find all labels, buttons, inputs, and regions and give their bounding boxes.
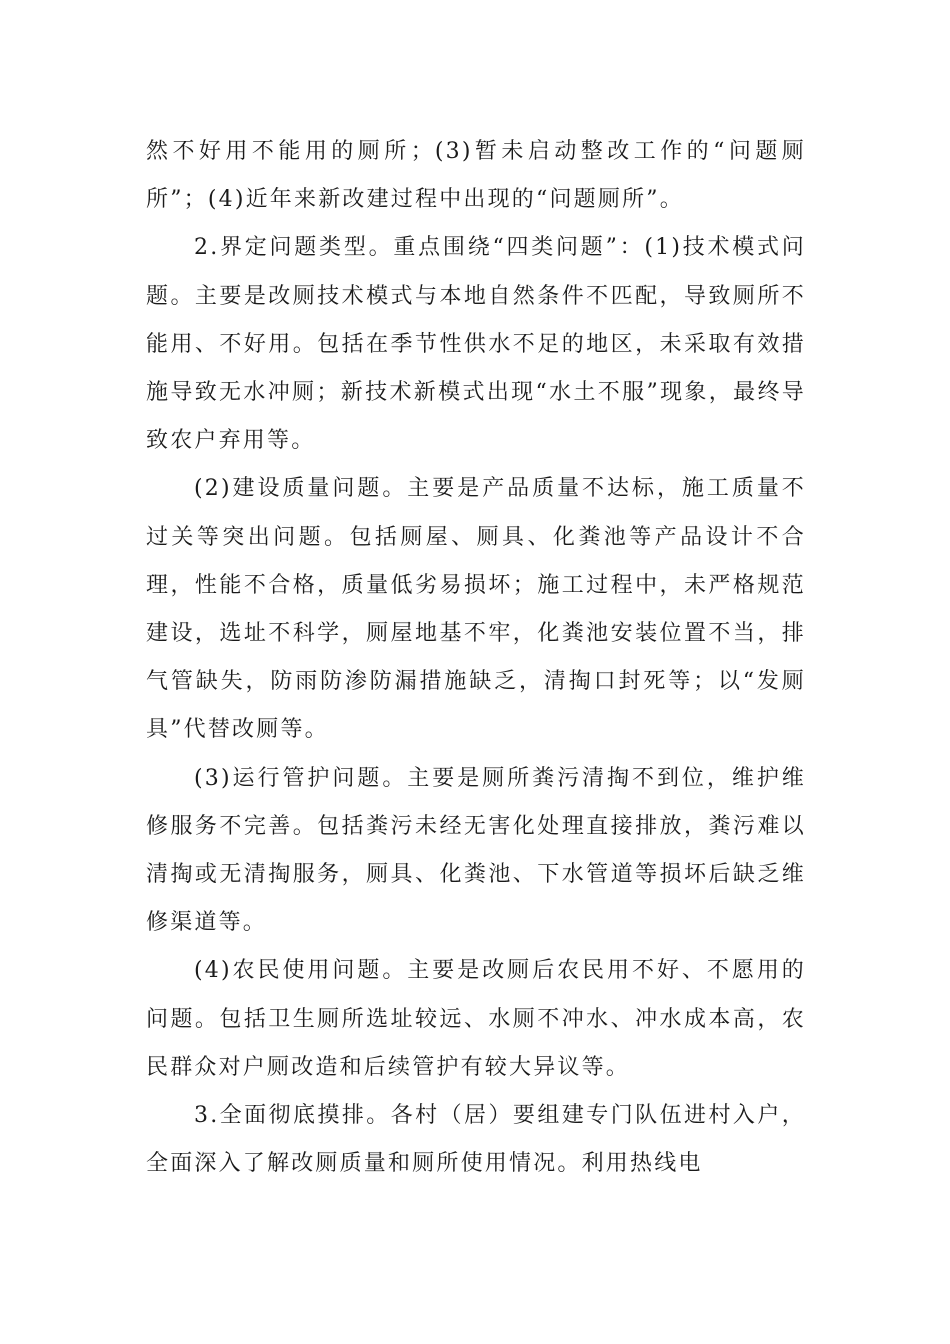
paragraph-thorough-survey: 3.全面彻底摸排。各村（居）要组建专门队伍进村入户，全面深入了解改厕质量和厕所使用情况。利用热线电 bbox=[146, 1103, 806, 1177]
paragraph-farmer-usage: (4)农民使用问题。主要是改厕后农民用不好、不愿用的问题。包括卫生厕所选址较远、水厕不冲水、冲水成本高，农民群众对户厕改造和后续管护有较大异议等。 bbox=[146, 958, 806, 1080]
paragraph-construction-quality: (2)建设质量问题。主要是产品质量不达标，施工质量不过关等突出问题。包括厕屋、厕具、化粪池等产品设计不合理，性能不合格，质量低劣易损坏；施工过程中，未严格规范建设，选址不科学，厕屋地基不牢，化粪池安装位置不当，排气管缺失，防雨防渗防漏措施缺乏，清掏口封死等；以“发厕具”代替改厕等。 bbox=[146, 476, 806, 743]
document-body bbox=[146, 128, 806, 1188]
paragraph-problem-types: 2.界定问题类型。重点围绕“四类问题”：(1)技术模式问题。主要是改厕技术模式与本地自然条件不匹配，导致厕所不能用、不好用。包括在季节性供水不足的地区，未采取有效措施导致无水冲厕；新技术新模式出现“水土不服”现象，最终导致农户弃用等。 bbox=[146, 235, 806, 454]
paragraph-continued: 然不好用不能用的厕所；(3)暂未启动整改工作的“问题厕所”；(4)近年来新改建过程中出现的“问题厕所”。 bbox=[146, 139, 806, 213]
paragraph-operation-maintenance: (3)运行管护问题。主要是厕所粪污清掏不到位，维护维修服务不完善。包括粪污未经无害化处理直接排放，粪污难以清掏或无清掏服务，厕具、化粪池、下水管道等损坏后缺乏维修渠道等。 bbox=[146, 765, 806, 936]
